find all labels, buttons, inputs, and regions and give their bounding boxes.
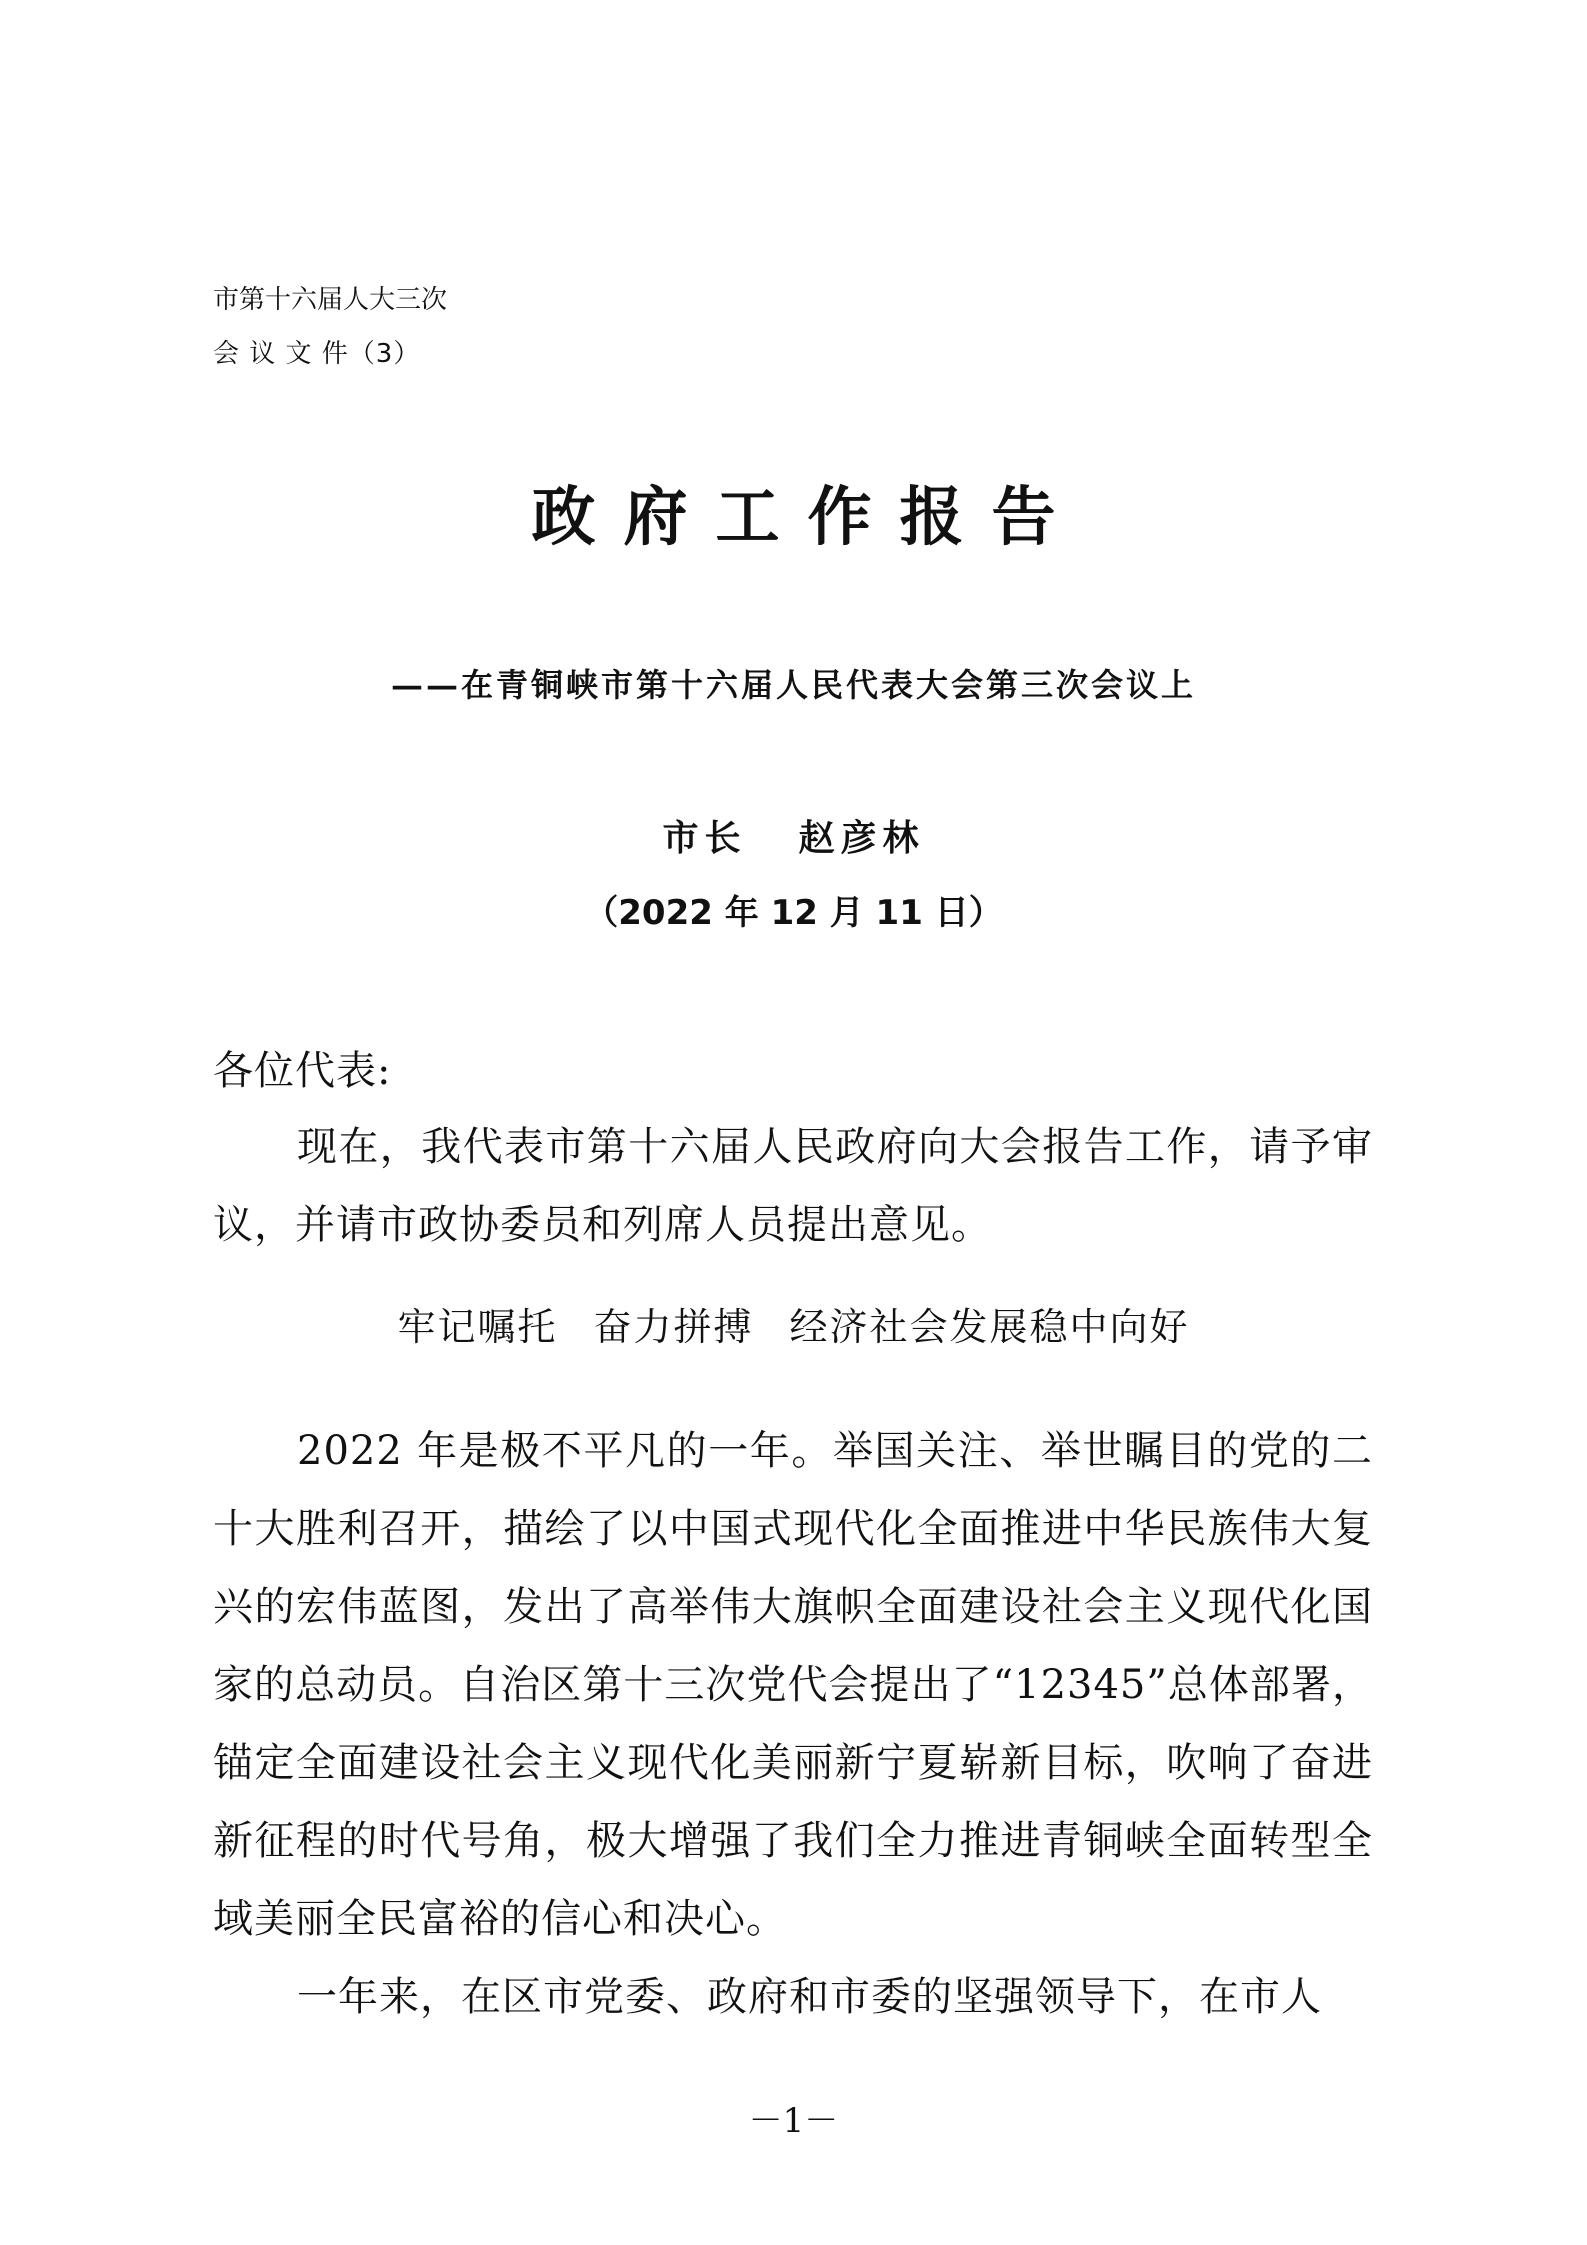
section-heading-part3: 经济社会发展稳中向好 (789, 1305, 1190, 1349)
report-date: （2022 年 12 月 11 日） (584, 893, 1003, 933)
report-subtitle: ——在青铜峡市第十六届人民代表大会第三次会议上 (390, 666, 1196, 704)
report-title: 政府工作报告 (531, 480, 1084, 555)
document-label-line2: 会 议 文 件（3） (213, 339, 421, 369)
page-number: －1－ (748, 2101, 839, 2141)
paragraph-2022-review: 2022 年是极不平凡的一年。举国关注、举世瞩目的党的二十大胜利召开，描绘了以中国式现代化全面推进中华民族伟大复兴的宏伟蓝图，发出了高举伟大旗帜全面建设社会主义现代化国家的总动员。自治区第十三次党代会提出了“12345”总体部署，锚定全面建设社会主义现代化美丽新宁夏崭新目标，吹响了奋进新征程的时代号角，极大增强了我们全力推进青铜峡全面转型全域美丽全民富裕的信心和决心。 (213, 1428, 1373, 1942)
section-heading (0, 1297, 1587, 1357)
document-label-line1: 市第十六届人大三次 (213, 285, 448, 315)
speaker-name: 赵彦林 (798, 817, 925, 859)
speaker-role: 市长 (662, 817, 747, 859)
paragraph-year-summary: 一年来，在区市党委、政府和市委的坚强领导下，在市人 (297, 1974, 1322, 2020)
salutation: 各位代表: (213, 1048, 392, 1094)
speaker-line (0, 810, 1587, 866)
paragraph-intro: 现在，我代表市第十六届人民政府向大会报告工作，请予审议，并请市政协委员和列席人员提出意见。 (213, 1124, 1373, 1248)
section-heading-part1: 牢记嘱托 (397, 1305, 558, 1349)
section-heading-part2: 奋力拼搏 (593, 1305, 754, 1349)
